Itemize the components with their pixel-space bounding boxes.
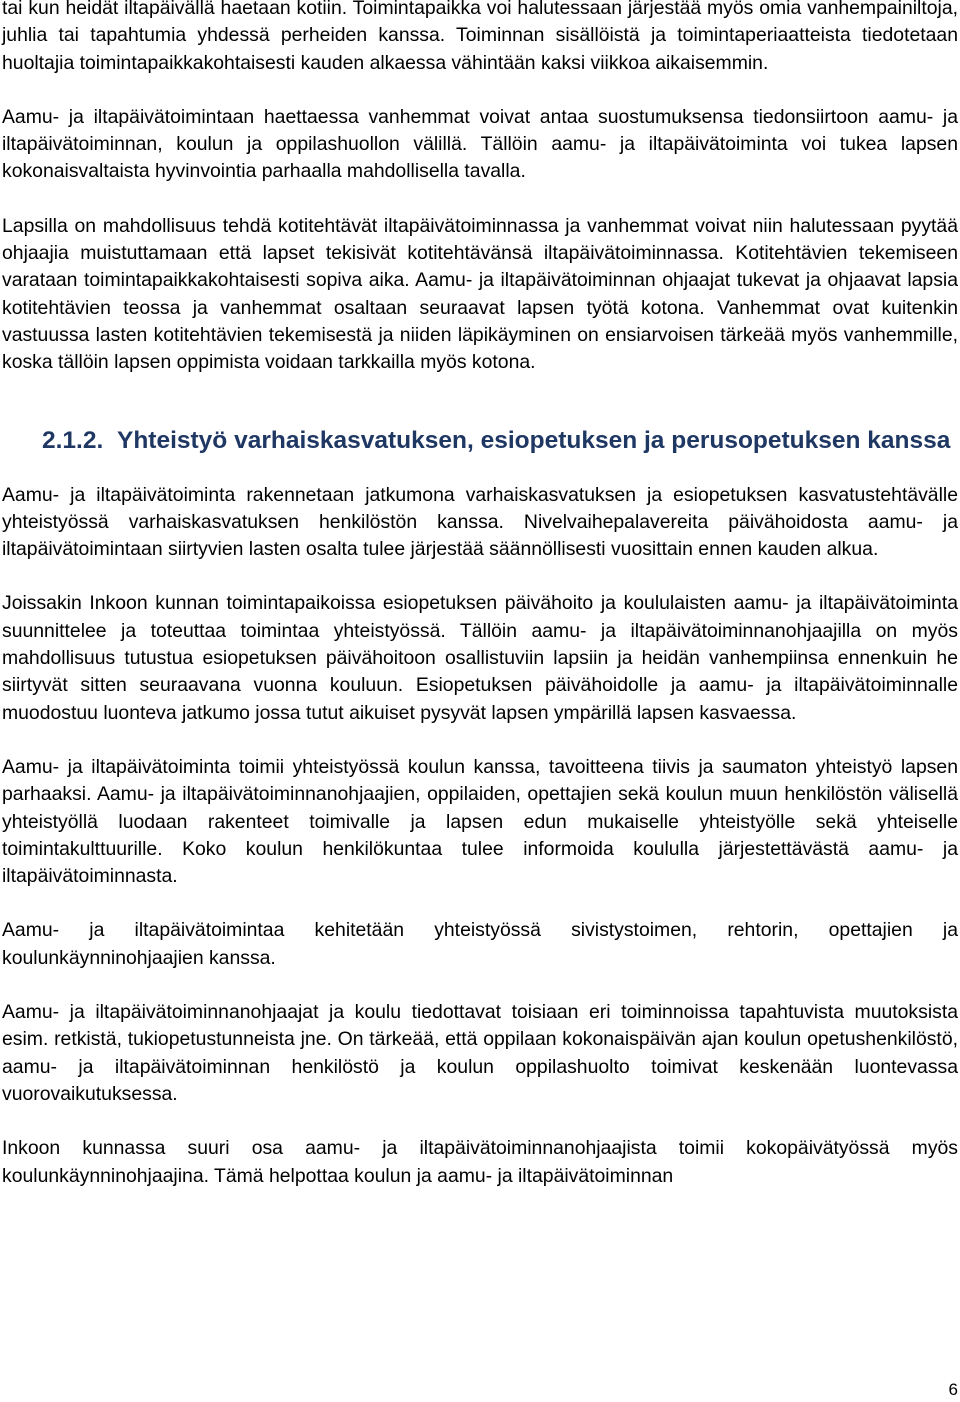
- paragraph-staff-roles: Inkoon kunnassa suuri osa aamu- ja iltapäivätoiminnanohjaajista toimii kokopäivätyössä myös koulunkäynninohjaajina. Tämä helpottaa koulun ja aamu- ja iltapäivätoiminnan: [2, 1137, 958, 1187]
- paragraph-intro-continuation: tai kun heidät iltapäivällä haetaan kotiin. Toimintapaikka voi halutessaan järjestää myös omia vanhempainiltoja, juhlia tai tapahtumia yhdessä perheiden kanssa. Toiminnan sisällöistä ja toimintaperiaatteista tiedotetaan huoltajia toimintapaikkakohtaisesti kauden alkaessa vähintään kaksi viikkoa aikaisemmin.: [2, 0, 958, 74]
- paragraph-development: Aamu- ja iltapäivätoimintaa kehitetään yhteistyössä sivistystoimen, rehtorin, opettajien ja koulunkäynninohjaajien kanssa.: [2, 919, 958, 969]
- paragraph-early-education: Aamu- ja iltapäivätoiminta rakennetaan jatkumona varhaiskasvatuksen ja esiopetuksen kasvatustehtävälle yhteistyössä varhaiskasvatuksen henkilöstön kanssa. Nivelvaihepalavereita päivähoidosta aamu- ja iltapäivätoimintaan siirtyvien lasten osalta tulee järjestää säännöllisesti vuosittain ennen kauden alkua.: [2, 483, 958, 561]
- section-title: Yhteistyö varhaiskasvatuksen, esiopetuksen ja perusopetuksen kanssa: [117, 426, 951, 454]
- paragraph-consent: Aamu- ja iltapäivätoimintaan haettaessa vanhemmat voivat antaa suostumuksensa tiedonsiirtoon aamu- ja iltapäivätoiminnan, koulun ja oppilashuollon välillä. Tällöin aamu- ja iltapäivätoiminta voi tukea lapsen kokonaisvaltaista hyvinvointia parhaalla mahdollisella tavalla.: [2, 105, 958, 183]
- paragraph-information-sharing: Aamu- ja iltapäivätoiminnanohjaajat ja koulu tiedottavat toisiaan eri toiminnoissa tapahtuvista muutoksista esim. retkistä, tukiopetustunneista jne. On tärkeää, että oppilaan kokonaispäivän ajan koulun opetushenkilöstö, aamu- ja iltapäivätoiminnan henkilöstö ja koulun oppilashuolto toimivat keskenään luontevassa vuorovaikutuksessa.: [2, 1001, 958, 1105]
- document-page: [2, 0, 958, 1402]
- paragraph-preschool-cooperation: Joissakin Inkoon kunnan toimintapaikoissa esiopetuksen päivähoito ja koululaisten aamu- ja iltapäivätoiminta suunnittelee ja toteuttaa toimintaa yhteistyössä. Tällöin aamu- ja iltapäivätoiminnanohjaajilla on myös mahdollisuus tutustua esiopetuksen päivähoitoon osallistuviin lapsiin ja heidän vanhempiinsa ennenkuin he siirtyvät sitten seuraavana vuonna kouluun. Esiopetuksen päivähoidolle ja aamu- ja iltapäivätoiminnalle muodostuu luonteva jatkumo jossa tutut aikuiset pysyvät lapsen ympärillä lapsen kasvaessa.: [2, 592, 958, 724]
- page-number: 6: [948, 1380, 958, 1399]
- paragraph-school-cooperation: Aamu- ja iltapäivätoiminta toimii yhteistyössä koulun kanssa, tavoitteena tiivis ja saumaton yhteistyö lapsen parhaaksi. Aamu- ja iltapäivätoiminnanohjaajien, oppilaiden, opettajien sekä koulun muun henkilöstön välisellä yhteistyöllä luodaan rakenteet toimivalle ja lapsen edun mukaiselle yhteistyölle sekä yhteiselle toimintakulttuurille. Koko koulun henkilökuntaa tulee informoida koululla järjestettävästä aamu- ja iltapäivätoiminnasta.: [2, 755, 958, 888]
- section-heading: [2, 425, 958, 457]
- paragraph-homework: Lapsilla on mahdollisuus tehdä kotitehtävät iltapäivätoiminnassa ja vanhemmat voivat niin halutessaan pyytää ohjaajia muistuttamaan että lapset tekisivät kotitehtävänsä iltapäivätoiminnassa. Kotitehtävien tekemiseen varataan toimintapaikkakohtaisesti sopiva aika. Aamu- ja iltapäivätoiminnan ohjaajat tukevat ja ohjaavat lapsia kotitehtävien teossa ja vanhemmat osaltaan seuraavat lapsen työtä kotona. Vanhemmat ovat kuitenkin vastuussa lasten kotitehtävien tekemisestä ja niiden läpikäyminen on ensiarvoisen tärkeää myös vanhemmille, koska tällöin lapsen oppimista voidaan tarkkailla myös kotona.: [2, 214, 958, 374]
- section-number: 2.1.2.: [42, 426, 104, 454]
